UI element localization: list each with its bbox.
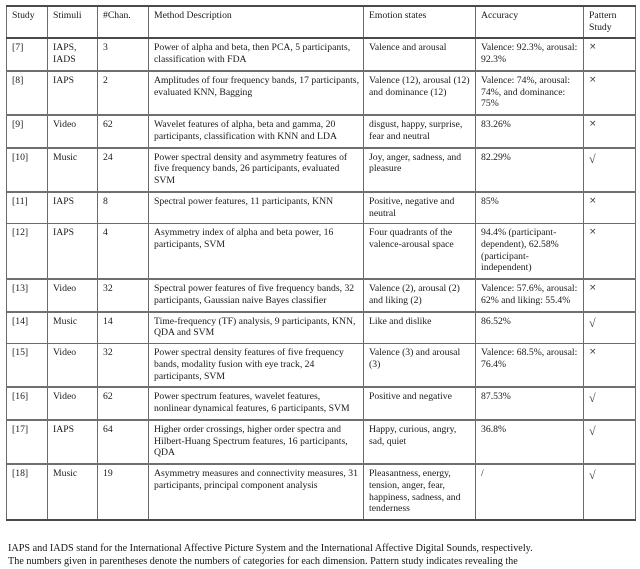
cell-method-description: Power spectral density features of five frequency bands, modality fusion with eye track, 24 participants, SVM xyxy=(149,344,364,388)
cell-method-description: Spectral power features, 11 participants, KNN xyxy=(149,192,364,224)
cell-stimuli: Music xyxy=(48,464,98,520)
cell-stimuli: IAPS, IADS xyxy=(48,38,98,70)
table-row xyxy=(7,344,636,388)
cell-method-description: Power of alpha and beta, then PCA, 5 participants, classification with FDA xyxy=(149,38,364,70)
cell-channel-count: 62 xyxy=(98,115,149,147)
column-header-method-description: Method Description xyxy=(149,6,364,38)
cell-accuracy: 82.29% xyxy=(476,148,584,192)
cell-stimuli: Music xyxy=(48,148,98,192)
check-icon: √ xyxy=(584,387,636,419)
cell-channel-count: 62 xyxy=(98,387,149,419)
table-header-row xyxy=(7,6,636,38)
cell-method-description: Power spectral density and asymmetry features of five frequency bands, 26 participants, evaluated SVM xyxy=(149,148,364,192)
cell-emotion-states: Four quadrants of the valence-arousal space xyxy=(364,224,476,279)
table-row xyxy=(7,71,636,115)
table-body xyxy=(7,38,636,520)
table-row xyxy=(7,38,636,70)
cell-emotion-states: Joy, anger, sadness, and pleasure xyxy=(364,148,476,192)
table-header xyxy=(7,6,636,38)
cross-icon: × xyxy=(584,279,636,311)
table-row xyxy=(7,279,636,311)
cell-accuracy: 94.4% (participant-dependent), 62.58% (participant-independent) xyxy=(476,224,584,279)
cell-method-description: Wavelet features of alpha, beta and gamma, 20 participants, classification with KNN and LDA xyxy=(149,115,364,147)
cross-icon: × xyxy=(584,115,636,147)
table-footnote xyxy=(8,543,634,569)
column-header-channels: #Chan. xyxy=(98,6,149,38)
cell-stimuli: Music xyxy=(48,312,98,344)
table-row xyxy=(7,224,636,279)
cell-accuracy: 86.52% xyxy=(476,312,584,344)
cell-emotion-states: Valence (2), arousal (2) and liking (2) xyxy=(364,279,476,311)
cell-method-description: Asymmetry measures and connectivity measures, 31 participants, principal component analysis xyxy=(149,464,364,520)
cell-stimuli: IAPS xyxy=(48,71,98,115)
check-icon: √ xyxy=(584,312,636,344)
table-row xyxy=(7,464,636,520)
cell-channel-count: 24 xyxy=(98,148,149,192)
cell-emotion-states: disgust, happy, surprise, fear and neutral xyxy=(364,115,476,147)
cell-study-reference: [10] xyxy=(7,148,48,192)
cell-method-description: Time-frequency (TF) analysis, 9 participants, KNN, QDA and SVM xyxy=(149,312,364,344)
cell-accuracy: Valence: 57.6%, arousal: 62% and liking: 55.4% xyxy=(476,279,584,311)
cell-channel-count: 19 xyxy=(98,464,149,520)
cell-channel-count: 14 xyxy=(98,312,149,344)
cell-channel-count: 4 xyxy=(98,224,149,279)
cross-icon: × xyxy=(584,344,636,388)
table-row xyxy=(7,312,636,344)
cell-emotion-states: Positive and negative xyxy=(364,387,476,419)
cell-study-reference: [13] xyxy=(7,279,48,311)
cross-icon: × xyxy=(584,192,636,224)
cell-emotion-states: Like and dislike xyxy=(364,312,476,344)
column-header-pattern-study xyxy=(584,6,636,38)
cell-method-description: Spectral power features of five frequency bands, 32 participants, Gaussian naive Bayes classifier xyxy=(149,279,364,311)
cell-stimuli: IAPS xyxy=(48,192,98,224)
cell-accuracy: 87.53% xyxy=(476,387,584,419)
column-header-stimuli: Stimuli xyxy=(48,6,98,38)
pattern-study-label-line2: Study xyxy=(589,21,612,33)
cell-study-reference: [16] xyxy=(7,387,48,419)
table-row xyxy=(7,420,636,464)
cell-study-reference: [9] xyxy=(7,115,48,147)
cell-method-description: Asymmetry index of alpha and beta power, 16 participants, SVM xyxy=(149,224,364,279)
check-icon: √ xyxy=(584,420,636,464)
cell-emotion-states: Valence (3) and arousal (3) xyxy=(364,344,476,388)
cell-study-reference: [17] xyxy=(7,420,48,464)
pattern-study-label-line1: Pattern xyxy=(589,10,617,21)
cell-channel-count: 32 xyxy=(98,344,149,388)
cell-study-reference: [18] xyxy=(7,464,48,520)
cell-study-reference: [11] xyxy=(7,192,48,224)
cross-icon: × xyxy=(584,71,636,115)
cell-accuracy: Valence: 68.5%, arousal: 76.4% xyxy=(476,344,584,388)
cell-emotion-states: Happy, curious, angry, sad, quiet xyxy=(364,420,476,464)
cell-accuracy: Valence: 74%, arousal: 74%, and dominance: 75% xyxy=(476,71,584,115)
check-icon: √ xyxy=(584,148,636,192)
table-row xyxy=(7,192,636,224)
column-header-emotion-states: Emotion states xyxy=(364,6,476,38)
cell-channel-count: 8 xyxy=(98,192,149,224)
cell-stimuli: IAPS xyxy=(48,224,98,279)
footnote-line-1: IAPS and IADS stand for the International Affective Picture System and the International Affective Digital Sounds, respectively. xyxy=(8,543,533,554)
footnote-line-2: The numbers given in parentheses denote the numbers of categories for each dimension. Pattern study indicates revealing the xyxy=(8,555,518,567)
cross-icon: × xyxy=(584,38,636,70)
column-header-study: Study xyxy=(7,6,48,38)
table-row xyxy=(7,115,636,147)
cell-study-reference: [14] xyxy=(7,312,48,344)
cell-accuracy: / xyxy=(476,464,584,520)
cell-stimuli: Video xyxy=(48,344,98,388)
cell-stimuli: Video xyxy=(48,279,98,311)
table-row xyxy=(7,387,636,419)
cross-icon: × xyxy=(584,224,636,279)
column-header-accuracy: Accuracy xyxy=(476,6,584,38)
cell-accuracy: 83.26% xyxy=(476,115,584,147)
check-icon: √ xyxy=(584,464,636,520)
cell-study-reference: [12] xyxy=(7,224,48,279)
cell-study-reference: [7] xyxy=(7,38,48,70)
cell-emotion-states: Pleasantness, energy, tension, anger, fear, happiness, sadness, and tenderness xyxy=(364,464,476,520)
cell-channel-count: 3 xyxy=(98,38,149,70)
cell-channel-count: 32 xyxy=(98,279,149,311)
cell-study-reference: [15] xyxy=(7,344,48,388)
survey-table-container xyxy=(6,5,635,521)
cell-accuracy: Valence: 92.3%, arousal: 92.3% xyxy=(476,38,584,70)
cell-stimuli: Video xyxy=(48,387,98,419)
cell-method-description: Higher order crossings, higher order spectra and Hilbert-Huang Spectrum features, 16 participants, QDA xyxy=(149,420,364,464)
eeg-emotion-survey-table xyxy=(6,5,636,521)
cell-stimuli: IAPS xyxy=(48,420,98,464)
cell-channel-count: 64 xyxy=(98,420,149,464)
table-row xyxy=(7,148,636,192)
cell-method-description: Amplitudes of four frequency bands, 17 participants, evaluated KNN, Bagging xyxy=(149,71,364,115)
cell-emotion-states: Valence and arousal xyxy=(364,38,476,70)
cell-method-description: Power spectrum features, wavelet features, nonlinear dynamical features, 6 participants, SVM xyxy=(149,387,364,419)
cell-emotion-states: Valence (12), arousal (12) and dominance (12) xyxy=(364,71,476,115)
cell-study-reference: [8] xyxy=(7,71,48,115)
cell-emotion-states: Positive, negative and neutral xyxy=(364,192,476,224)
cell-channel-count: 2 xyxy=(98,71,149,115)
cell-accuracy: 36.8% xyxy=(476,420,584,464)
cell-accuracy: 85% xyxy=(476,192,584,224)
cell-stimuli: Video xyxy=(48,115,98,147)
